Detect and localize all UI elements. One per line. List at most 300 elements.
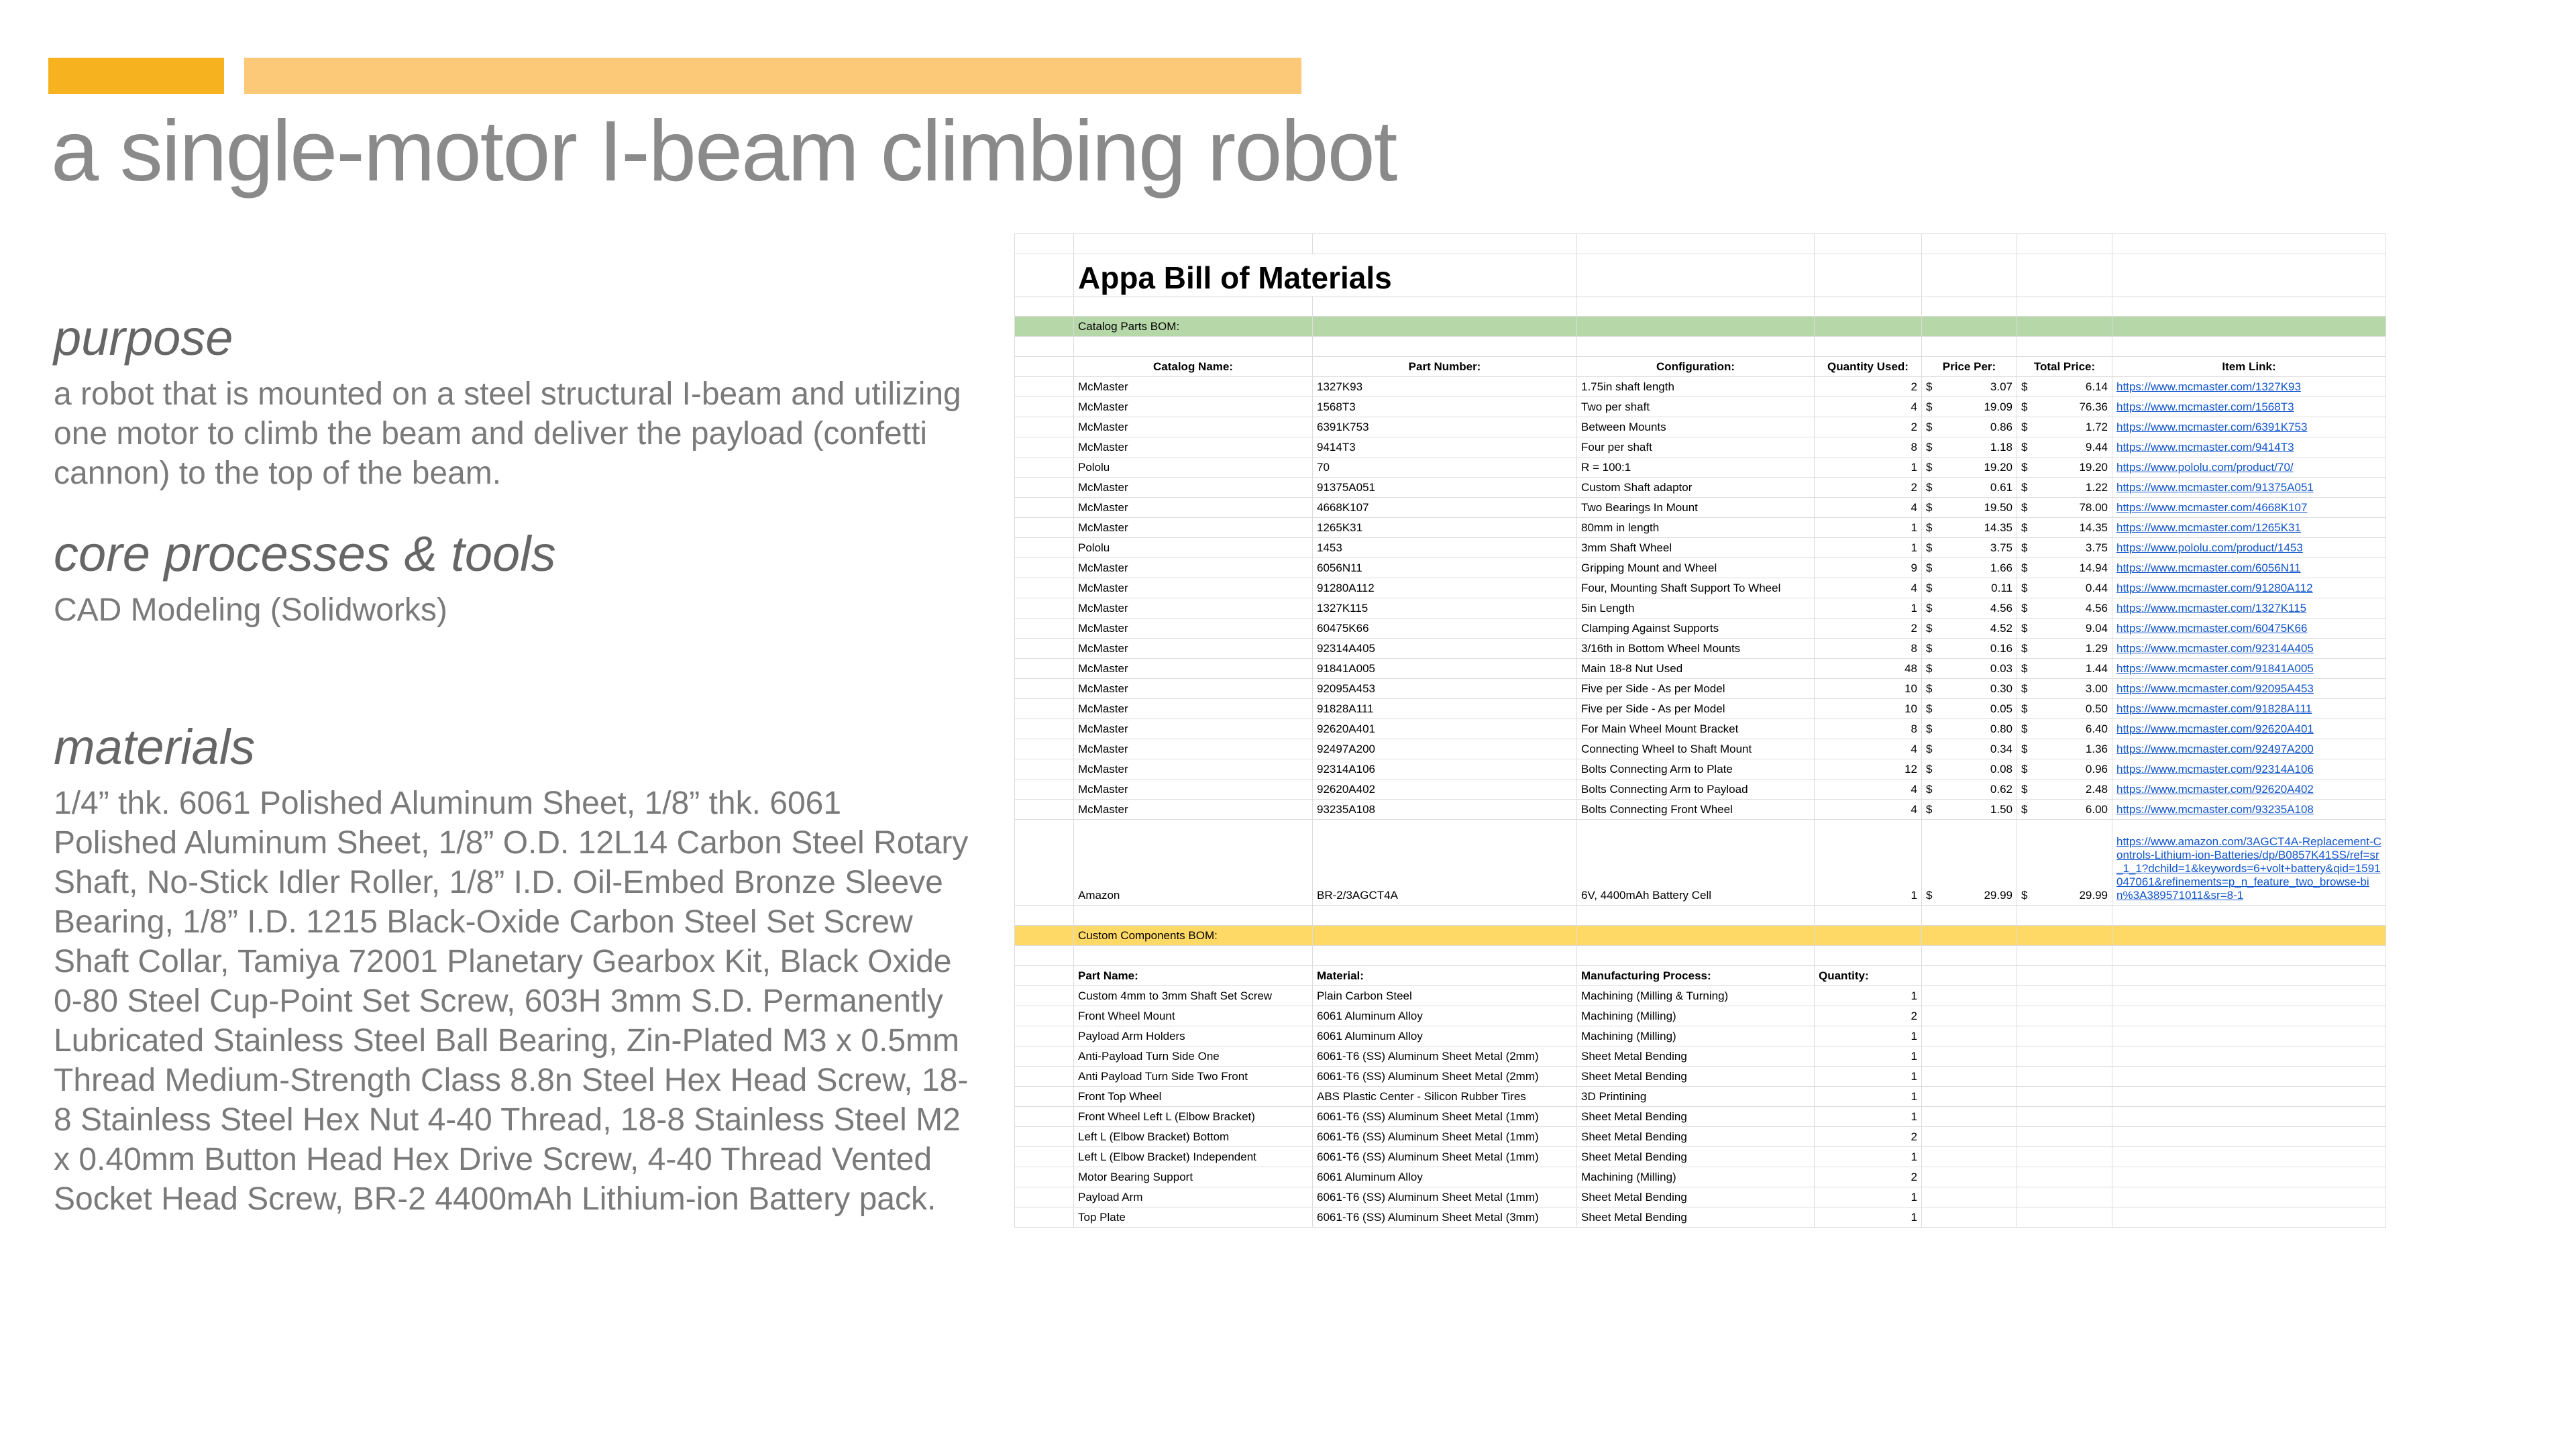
catalog-name-cell: McMaster xyxy=(1074,578,1313,598)
material-cell: 6061-T6 (SS) Aluminum Sheet Metal (2mm) xyxy=(1313,1046,1577,1067)
price-cell-value: 0.11 xyxy=(1991,581,2012,594)
part-name-cell: Front Top Wheel xyxy=(1074,1087,1313,1107)
configuration-cell: Gripping Mount and Wheel xyxy=(1577,558,1815,578)
process-cell: Sheet Metal Bending xyxy=(1577,1147,1815,1167)
currency-symbol: $ xyxy=(1926,380,1933,393)
currency-symbol: $ xyxy=(2021,641,2028,655)
table-row xyxy=(1015,397,2386,417)
materials-text: 1/4” thk. 6061 Polished Aluminum Sheet, 1/8” thk. 6061 Polished Aluminum Sheet, 1/8” O.D. 12L14 Carbon Steel Rotary Shaft, No-Stick Idler Roller, 1/8” I.D. Oil-Embed Bronze Sleeve Bearing, 1/8” I.D. 1215 Black-Oxide Carbon Steel Set Screw Shaft Collar, Tamiya 72001 Planetary Gearbox Kit, Black Oxide 0-80 Steel Cup-Point Set Screw, 603H 3mm S.D. Permanently Lubricated Stainless Steel Ball Bearing, Zin-Plated M3 x 0.5mm Thread Medium-Strength Class 8.8n Steel Hex Head Screw, 18-8 Stainless Steel Hex Nut 4-40 Thread, 18-8 Stainless Steel M2 x 0.40mm Button Head Hex Drive Screw, 4-40 Thread Vented Socket Head Screw, BR-2 4400mAh Lithium-ion Battery pack. xyxy=(54,786,969,1217)
part-number-cell: 91841A005 xyxy=(1313,659,1577,679)
item-link[interactable]: https://www.mcmaster.com/1327K115 xyxy=(2112,598,2386,619)
total-cell xyxy=(2017,538,2112,558)
part-number-cell: 1265K31 xyxy=(1313,518,1577,538)
currency-symbol: $ xyxy=(2021,541,2028,554)
item-link[interactable]: https://www.mcmaster.com/92314A405 xyxy=(2112,639,2386,659)
table-row xyxy=(1015,1067,2386,1087)
part-number-cell: 92620A401 xyxy=(1313,719,1577,739)
total-cell-value: 1.22 xyxy=(2085,480,2108,494)
total-cell-value: 0.96 xyxy=(2085,762,2108,775)
table-row xyxy=(1015,659,2386,679)
currency-symbol: $ xyxy=(2021,480,2028,494)
item-link[interactable]: https://www.amazon.com/3AGCT4A-Replacement-Controls-Lithium-ion-Batteries/dp/B0857K41SS/ref=sr_1_1?dchild=1&keywords=6+volt+battery&qid=1591047061&refinements=p_n_feature_two_browse-bin%3A389571011&sr=8-1 xyxy=(2112,820,2386,906)
quantity-cell: 1 xyxy=(1815,598,1922,619)
col-header: Configuration: xyxy=(1577,357,1815,377)
price-cell-value: 0.62 xyxy=(1990,782,2012,796)
process-cell: Sheet Metal Bending xyxy=(1577,1208,1815,1228)
process-cell: Sheet Metal Bending xyxy=(1577,1046,1815,1067)
item-link[interactable]: https://www.mcmaster.com/1568T3 xyxy=(2112,397,2386,417)
price-cell-value: 1.18 xyxy=(1990,440,2012,453)
quantity-cell: 4 xyxy=(1815,397,1922,417)
part-name-cell: Custom 4mm to 3mm Shaft Set Screw xyxy=(1074,986,1313,1006)
table-row xyxy=(1015,417,2386,437)
total-cell xyxy=(2017,498,2112,518)
quantity-cell: 2 xyxy=(1815,478,1922,498)
table-row xyxy=(1015,437,2386,458)
table-row xyxy=(1015,639,2386,659)
price-cell xyxy=(1922,538,2017,558)
price-cell xyxy=(1922,598,2017,619)
catalog-name-cell: McMaster xyxy=(1074,437,1313,458)
configuration-cell: Clamping Against Supports xyxy=(1577,619,1815,639)
price-cell xyxy=(1922,498,2017,518)
table-row xyxy=(1015,1147,2386,1167)
currency-symbol: $ xyxy=(1926,782,1933,796)
part-number-cell: 1568T3 xyxy=(1313,397,1577,417)
currency-symbol: $ xyxy=(1926,661,1933,675)
part-number-cell: 70 xyxy=(1313,458,1577,478)
currency-symbol: $ xyxy=(1926,722,1933,735)
configuration-cell: Two Bearings In Mount xyxy=(1577,498,1815,518)
currency-symbol: $ xyxy=(1926,802,1933,816)
price-cell xyxy=(1922,659,2017,679)
col-header: Catalog Name: xyxy=(1074,357,1313,377)
total-value: 29.99 xyxy=(2079,889,2108,902)
item-link[interactable]: https://www.mcmaster.com/91841A005 xyxy=(2112,659,2386,679)
quantity-cell: 1 xyxy=(1815,1208,1922,1228)
table-row xyxy=(1015,619,2386,639)
price-cell xyxy=(1922,699,2017,719)
item-link[interactable]: https://www.pololu.com/product/70/ xyxy=(2112,458,2386,478)
table-row xyxy=(1015,478,2386,498)
col-header: Material: xyxy=(1313,966,1577,986)
table-row xyxy=(1015,1087,2386,1107)
price-cell xyxy=(1922,578,2017,598)
price-cell xyxy=(1922,820,2017,906)
table-row xyxy=(1015,820,2386,906)
accent-bar-short xyxy=(48,58,224,94)
table-row xyxy=(1015,558,2386,578)
item-link[interactable]: https://www.mcmaster.com/1327K93 xyxy=(2112,377,2386,397)
quantity-cell: 2 xyxy=(1815,1167,1922,1187)
material-cell: 6061 Aluminum Alloy xyxy=(1313,1006,1577,1026)
col-header: Price Per: xyxy=(1922,357,2017,377)
material-cell: 6061-T6 (SS) Aluminum Sheet Metal (1mm) xyxy=(1313,1187,1577,1208)
price-cell-value: 4.56 xyxy=(1990,601,2012,614)
configuration-cell: Bolts Connecting Arm to Payload xyxy=(1577,780,1815,800)
quantity-cell: 1 xyxy=(1815,1046,1922,1067)
currency-symbol: $ xyxy=(2021,380,2028,393)
part-name-cell: Motor Bearing Support xyxy=(1074,1167,1313,1187)
part-name-cell: Left L (Elbow Bracket) Independent xyxy=(1074,1147,1313,1167)
total-cell-value: 6.40 xyxy=(2085,722,2108,735)
currency-symbol: $ xyxy=(2021,581,2028,594)
part-name-cell: Payload Arm Holders xyxy=(1074,1026,1313,1046)
price-cell xyxy=(1922,780,2017,800)
quantity-cell: 4 xyxy=(1815,800,1922,820)
part-number-cell: 93235A108 xyxy=(1313,800,1577,820)
price-cell-value: 0.86 xyxy=(1990,420,2012,433)
quantity-cell: 4 xyxy=(1815,780,1922,800)
currency-symbol: $ xyxy=(1926,500,1933,514)
part-number-cell: 6056N11 xyxy=(1313,558,1577,578)
price-cell xyxy=(1922,417,2017,437)
currency-symbol: $ xyxy=(1926,641,1933,655)
catalog-name-cell: Pololu xyxy=(1074,458,1313,478)
purpose-heading: purpose xyxy=(54,310,233,366)
total-cell-value: 9.44 xyxy=(2085,440,2108,453)
configuration-cell: Custom Shaft adaptor xyxy=(1577,478,1815,498)
quantity-cell: 4 xyxy=(1815,739,1922,759)
total-cell-value: 1.29 xyxy=(2085,641,2108,655)
price-cell-value: 3.75 xyxy=(1990,541,2012,554)
process-cell: 3D Printining xyxy=(1577,1087,1815,1107)
part-number-cell: 1453 xyxy=(1313,538,1577,558)
part-name-cell: Top Plate xyxy=(1074,1208,1313,1228)
total-cell xyxy=(2017,377,2112,397)
price-cell-value: 1.66 xyxy=(1990,561,2012,574)
total-cell-value: 4.56 xyxy=(2085,601,2108,614)
price-cell xyxy=(1922,759,2017,780)
currency-symbol: $ xyxy=(1926,742,1933,755)
total-cell xyxy=(2017,598,2112,619)
part-number-cell: 92497A200 xyxy=(1313,739,1577,759)
item-link[interactable]: https://www.pololu.com/product/1453 xyxy=(2112,538,2386,558)
part-number-cell: 9414T3 xyxy=(1313,437,1577,458)
total-cell-value: 2.48 xyxy=(2085,782,2108,796)
part-number-cell: BR-2/3AGCT4A xyxy=(1313,820,1577,906)
col-header: Part Number: xyxy=(1313,357,1577,377)
total-cell-value: 76.36 xyxy=(2079,400,2108,413)
quantity-cell: 8 xyxy=(1815,437,1922,458)
currency-symbol: $ xyxy=(1926,762,1933,775)
total-cell-value: 1.44 xyxy=(2085,661,2108,675)
core-processes-heading: core processes & tools xyxy=(54,526,556,582)
currency-symbol: $ xyxy=(2021,889,2028,902)
currency-symbol: $ xyxy=(1926,682,1933,695)
configuration-cell: Five per Side - As per Model xyxy=(1577,699,1815,719)
item-link[interactable]: https://www.mcmaster.com/91375A051 xyxy=(2112,478,2386,498)
total-cell-value: 1.36 xyxy=(2085,742,2108,755)
catalog-name-cell: Amazon xyxy=(1074,820,1313,906)
currency-symbol: $ xyxy=(2021,661,2028,675)
currency-symbol: $ xyxy=(1926,521,1933,534)
quantity-cell: 2 xyxy=(1815,377,1922,397)
price-value: 29.99 xyxy=(1984,889,2012,902)
total-cell xyxy=(2017,639,2112,659)
quantity-cell: 4 xyxy=(1815,498,1922,518)
catalog-name-cell: McMaster xyxy=(1074,619,1313,639)
table-row xyxy=(1015,1107,2386,1127)
total-cell-value: 78.00 xyxy=(2079,500,2108,514)
price-cell xyxy=(1922,518,2017,538)
total-cell xyxy=(2017,478,2112,498)
total-cell xyxy=(2017,820,2112,906)
total-cell xyxy=(2017,739,2112,759)
catalog-name-cell: McMaster xyxy=(1074,699,1313,719)
currency-symbol: $ xyxy=(1926,440,1933,453)
quantity-cell: 1 xyxy=(1815,538,1922,558)
item-link[interactable]: https://www.mcmaster.com/6391K753 xyxy=(2112,417,2386,437)
bom-title: Appa Bill of Materials xyxy=(1074,254,1577,297)
col-header: Item Link: xyxy=(2112,357,2386,377)
quantity-cell: 1 xyxy=(1815,820,1922,906)
total-cell-value: 9.04 xyxy=(2085,621,2108,635)
process-cell: Machining (Milling) xyxy=(1577,1026,1815,1046)
currency-symbol: $ xyxy=(1926,702,1933,715)
process-cell: Sheet Metal Bending xyxy=(1577,1067,1815,1087)
configuration-cell: Four per shaft xyxy=(1577,437,1815,458)
col-header: Total Price: xyxy=(2017,357,2112,377)
catalog-name-cell: McMaster xyxy=(1074,397,1313,417)
catalog-name-cell: Pololu xyxy=(1074,538,1313,558)
configuration-cell: 3/16th in Bottom Wheel Mounts xyxy=(1577,639,1815,659)
material-cell: 6061-T6 (SS) Aluminum Sheet Metal (1mm) xyxy=(1313,1147,1577,1167)
material-cell: 6061-T6 (SS) Aluminum Sheet Metal (1mm) xyxy=(1313,1127,1577,1147)
quantity-cell: 1 xyxy=(1815,1087,1922,1107)
currency-symbol: $ xyxy=(1926,581,1933,594)
material-cell: ABS Plastic Center - Silicon Rubber Tires xyxy=(1313,1087,1577,1107)
currency-symbol: $ xyxy=(1926,480,1933,494)
configuration-cell: R = 100:1 xyxy=(1577,458,1815,478)
total-cell-value: 1.72 xyxy=(2085,420,2108,433)
total-cell-value: 0.44 xyxy=(2085,581,2108,594)
configuration-cell: 3mm Shaft Wheel xyxy=(1577,538,1815,558)
part-number-cell: 92095A453 xyxy=(1313,679,1577,699)
configuration-cell: Two per shaft xyxy=(1577,397,1815,417)
currency-symbol: $ xyxy=(2021,682,2028,695)
item-link[interactable]: https://www.mcmaster.com/6056N11 xyxy=(2112,558,2386,578)
quantity-cell: 10 xyxy=(1815,699,1922,719)
currency-symbol: $ xyxy=(2021,722,2028,735)
material-cell: Plain Carbon Steel xyxy=(1313,986,1577,1006)
price-cell xyxy=(1922,719,2017,739)
quantity-cell: 1 xyxy=(1815,458,1922,478)
currency-symbol: $ xyxy=(2021,400,2028,413)
price-cell-value: 19.50 xyxy=(1984,500,2012,514)
process-cell: Machining (Milling) xyxy=(1577,1167,1815,1187)
bom-table xyxy=(1014,233,2386,1228)
total-cell xyxy=(2017,759,2112,780)
material-cell: 6061 Aluminum Alloy xyxy=(1313,1167,1577,1187)
total-cell xyxy=(2017,558,2112,578)
part-number-cell: 1327K115 xyxy=(1313,598,1577,619)
configuration-cell: Five per Side - As per Model xyxy=(1577,679,1815,699)
table-row xyxy=(1015,538,2386,558)
quantity-cell: 1 xyxy=(1815,518,1922,538)
currency-symbol: $ xyxy=(2021,521,2028,534)
part-number-cell: 91828A111 xyxy=(1313,699,1577,719)
total-cell xyxy=(2017,800,2112,820)
item-link[interactable]: https://www.mcmaster.com/92314A106 xyxy=(2112,759,2386,780)
price-cell xyxy=(1922,558,2017,578)
table-row xyxy=(1015,578,2386,598)
item-link[interactable]: https://www.mcmaster.com/92497A200 xyxy=(2112,739,2386,759)
currency-symbol: $ xyxy=(1926,621,1933,635)
configuration-cell: 6V, 4400mAh Battery Cell xyxy=(1577,820,1815,906)
price-cell-value: 3.07 xyxy=(1990,380,2012,393)
quantity-cell: 1 xyxy=(1815,1067,1922,1087)
price-cell xyxy=(1922,800,2017,820)
table-row xyxy=(1015,759,2386,780)
quantity-cell: 1 xyxy=(1815,1107,1922,1127)
configuration-cell: 80mm in length xyxy=(1577,518,1815,538)
core-processes-text: CAD Modeling (Solidworks) xyxy=(54,592,447,628)
catalog-name-cell: McMaster xyxy=(1074,598,1313,619)
total-cell xyxy=(2017,699,2112,719)
table-row xyxy=(1015,780,2386,800)
process-cell: Sheet Metal Bending xyxy=(1577,1127,1815,1147)
part-number-cell: 6391K753 xyxy=(1313,417,1577,437)
total-cell xyxy=(2017,578,2112,598)
item-link[interactable]: https://www.mcmaster.com/92620A402 xyxy=(2112,780,2386,800)
configuration-cell: Four, Mounting Shaft Support To Wheel xyxy=(1577,578,1815,598)
materials-heading: materials xyxy=(54,719,256,775)
total-cell xyxy=(2017,397,2112,417)
price-cell xyxy=(1922,397,2017,417)
currency-symbol: $ xyxy=(2021,561,2028,574)
col-header: Quantity: xyxy=(1815,966,1922,986)
currency-symbol: $ xyxy=(1926,541,1933,554)
total-cell xyxy=(2017,679,2112,699)
total-cell-value: 14.35 xyxy=(2079,521,2108,534)
table-row xyxy=(1015,679,2386,699)
process-cell: Machining (Milling) xyxy=(1577,1006,1815,1026)
currency-symbol: $ xyxy=(2021,702,2028,715)
process-cell: Sheet Metal Bending xyxy=(1577,1187,1815,1208)
currency-symbol: $ xyxy=(2021,762,2028,775)
table-row xyxy=(1015,739,2386,759)
catalog-name-cell: McMaster xyxy=(1074,417,1313,437)
part-number-cell: 92314A405 xyxy=(1313,639,1577,659)
catalog-name-cell: McMaster xyxy=(1074,719,1313,739)
currency-symbol: $ xyxy=(2021,460,2028,474)
item-link[interactable]: https://www.mcmaster.com/91280A112 xyxy=(2112,578,2386,598)
purpose-text: a robot that is mounted on a steel structural I-beam and utilizing one motor to climb the beam and deliver the payload (confetti cannon) to the top of the beam. xyxy=(54,376,961,491)
price-cell xyxy=(1922,377,2017,397)
item-link[interactable]: https://www.mcmaster.com/9414T3 xyxy=(2112,437,2386,458)
currency-symbol: $ xyxy=(2021,782,2028,796)
currency-symbol: $ xyxy=(1926,561,1933,574)
col-header: Part Name: xyxy=(1074,966,1313,986)
currency-symbol: $ xyxy=(2021,500,2028,514)
table-row xyxy=(1015,800,2386,820)
currency-symbol: $ xyxy=(1926,400,1933,413)
item-link[interactable]: https://www.mcmaster.com/1265K31 xyxy=(2112,518,2386,538)
table-row xyxy=(1015,1026,2386,1046)
total-cell xyxy=(2017,518,2112,538)
configuration-cell: 5in Length xyxy=(1577,598,1815,619)
currency-symbol: $ xyxy=(1926,460,1933,474)
process-cell: Sheet Metal Bending xyxy=(1577,1107,1815,1127)
price-cell-value: 0.34 xyxy=(1990,742,2012,755)
configuration-cell: Bolts Connecting Front Wheel xyxy=(1577,800,1815,820)
configuration-cell: Main 18-8 Nut Used xyxy=(1577,659,1815,679)
price-cell xyxy=(1922,739,2017,759)
currency-symbol: $ xyxy=(1926,889,1933,902)
total-cell-value: 0.50 xyxy=(2085,702,2108,715)
price-cell xyxy=(1922,639,2017,659)
quantity-cell: 2 xyxy=(1815,1006,1922,1026)
table-row xyxy=(1015,1208,2386,1228)
catalog-name-cell: McMaster xyxy=(1074,558,1313,578)
total-cell-value: 14.94 xyxy=(2079,561,2108,574)
quantity-cell: 2 xyxy=(1815,619,1922,639)
catalog-name-cell: McMaster xyxy=(1074,780,1313,800)
currency-symbol: $ xyxy=(1926,420,1933,433)
part-name-cell: Left L (Elbow Bracket) Bottom xyxy=(1074,1127,1313,1147)
item-link[interactable]: https://www.mcmaster.com/60475K66 xyxy=(2112,619,2386,639)
catalog-name-cell: McMaster xyxy=(1074,478,1313,498)
price-cell-value: 0.80 xyxy=(1990,722,2012,735)
quantity-cell: 1 xyxy=(1815,986,1922,1006)
table-row xyxy=(1015,1127,2386,1147)
part-number-cell: 91280A112 xyxy=(1313,578,1577,598)
part-number-cell: 92314A106 xyxy=(1313,759,1577,780)
price-cell-value: 14.35 xyxy=(1984,521,2012,534)
total-cell xyxy=(2017,437,2112,458)
configuration-cell: 1.75in shaft length xyxy=(1577,377,1815,397)
part-name-cell: Payload Arm xyxy=(1074,1187,1313,1208)
col-header: Quantity Used: xyxy=(1815,357,1922,377)
currency-symbol: $ xyxy=(2021,802,2028,816)
currency-symbol: $ xyxy=(1926,601,1933,614)
quantity-cell: 8 xyxy=(1815,639,1922,659)
currency-symbol: $ xyxy=(2021,420,2028,433)
price-cell-value: 1.50 xyxy=(1990,802,2012,816)
catalog-name-cell: McMaster xyxy=(1074,498,1313,518)
catalog-header-row xyxy=(1015,357,2386,377)
configuration-cell: Bolts Connecting Arm to Plate xyxy=(1577,759,1815,780)
item-link[interactable]: https://www.mcmaster.com/4668K107 xyxy=(2112,498,2386,518)
price-cell-value: 0.61 xyxy=(1990,480,2012,494)
total-cell xyxy=(2017,417,2112,437)
total-cell-value: 3.75 xyxy=(2085,541,2108,554)
part-name-cell: Front Wheel Left L (Elbow Bracket) xyxy=(1074,1107,1313,1127)
material-cell: 6061-T6 (SS) Aluminum Sheet Metal (1mm) xyxy=(1313,1107,1577,1127)
total-cell-value: 6.14 xyxy=(2085,380,2108,393)
table-row xyxy=(1015,1167,2386,1187)
quantity-cell: 12 xyxy=(1815,759,1922,780)
catalog-name-cell: McMaster xyxy=(1074,759,1313,780)
item-link[interactable]: https://www.mcmaster.com/93235A108 xyxy=(2112,800,2386,820)
item-link[interactable]: https://www.mcmaster.com/92095A453 xyxy=(2112,679,2386,699)
table-row xyxy=(1015,1046,2386,1067)
custom-header-row xyxy=(1015,966,2386,986)
part-number-cell: 4668K107 xyxy=(1313,498,1577,518)
quantity-cell: 8 xyxy=(1815,719,1922,739)
price-cell-value: 4.52 xyxy=(1990,621,2012,635)
part-number-cell: 60475K66 xyxy=(1313,619,1577,639)
price-cell-value: 0.30 xyxy=(1990,682,2012,695)
catalog-section-label: Catalog Parts BOM: xyxy=(1074,317,1313,337)
price-cell-value: 0.05 xyxy=(1990,702,2012,715)
catalog-name-cell: McMaster xyxy=(1074,639,1313,659)
part-number-cell: 91375A051 xyxy=(1313,478,1577,498)
item-link[interactable]: https://www.mcmaster.com/92620A401 xyxy=(2112,719,2386,739)
item-link[interactable]: https://www.mcmaster.com/91828A111 xyxy=(2112,699,2386,719)
material-cell: 6061 Aluminum Alloy xyxy=(1313,1026,1577,1046)
